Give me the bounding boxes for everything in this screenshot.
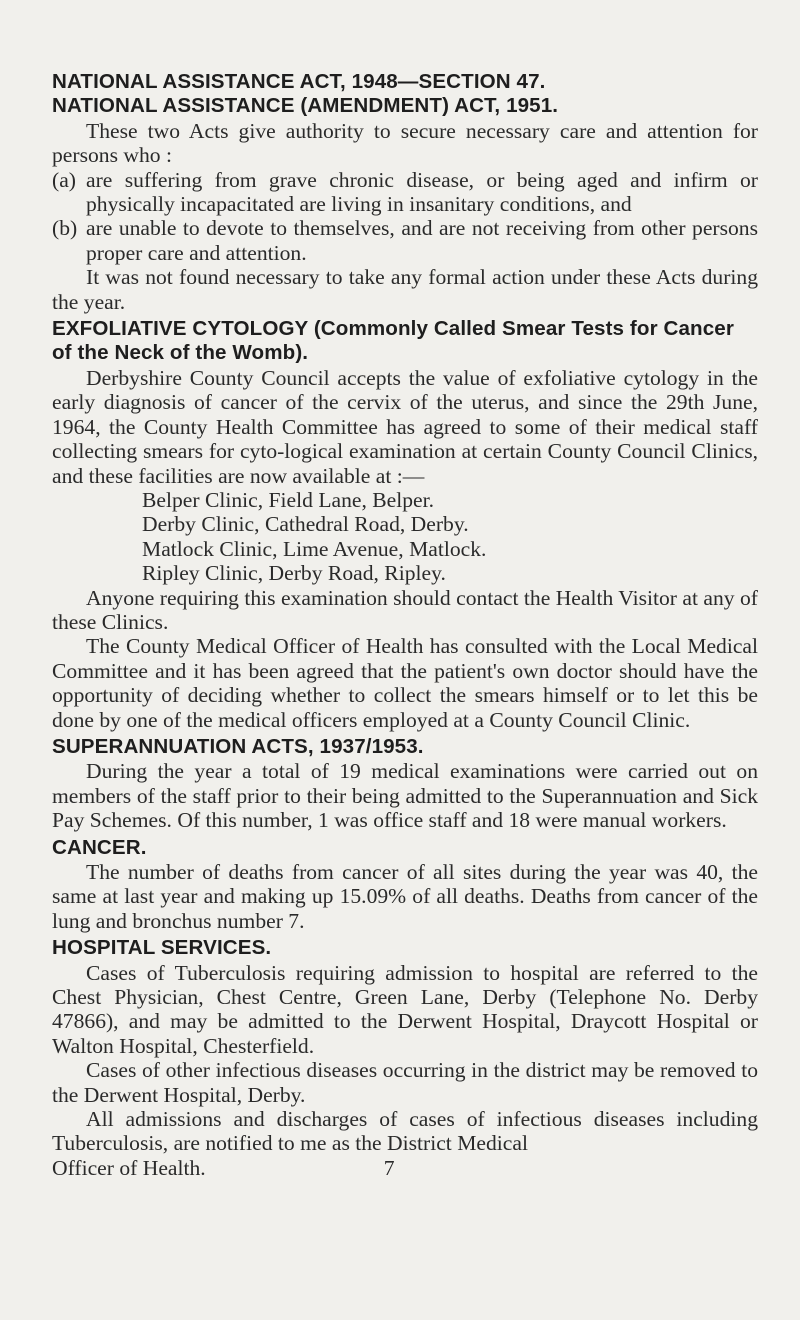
heading-national-assistance-act: NATIONAL ASSISTANCE ACT, 1948—SECTION 47. <box>52 70 546 93</box>
heading-exfoliative-cytology: EXFOLIATIVE CYTOLOGY (Commonly Called Smear Tests for Cancer of the Neck of the Womb). <box>52 317 734 365</box>
clinic-address: Ripley Clinic, Derby Road, Ripley. <box>142 561 446 586</box>
paragraph-notifications: All admissions and discharges of cases of infectious diseases including Tuberculosis, are notified to me as the District Medical <box>52 1107 758 1156</box>
paragraph-tuberculosis-admission: Cases of Tuberculosis requiring admission to hospital are referred to the Chest Physician, Chest Centre, Green Lane, Derby (Telephone No. Derby 47866), and may be admitted to the Derwent Hospital, Draycott Hospital or Walton Hospital, Chesterfield. <box>52 960 758 1058</box>
list-item-b <box>52 216 758 265</box>
heading-cancer: CANCER. <box>52 835 147 859</box>
clinic-address: Matlock Clinic, Lime Avenue, Matlock. <box>142 536 487 561</box>
paragraph-infectious-diseases: Cases of other infectious diseases occurring in the district may be removed to the Derwent Hospital, Derby. <box>52 1058 758 1107</box>
paragraph-cytology-consultation: The County Medical Officer of Health has consulted with the Local Medical Committee and it has been agreed that the patient's own doctor should have the opportunity of deciding whether to collect the smears himself or to let this be done by one of the medical officers employed at a County Council Clinic. <box>52 634 758 732</box>
heading-hospital-services: HOSPITAL SERVICES. <box>52 936 272 960</box>
paragraph-cancer: The number of deaths from cancer of all sites during the year was 40, the same at last year and making up 15.09% of all deaths. Deaths from cancer of the lung and bronchus number 7. <box>52 860 758 933</box>
list-item-a <box>52 168 758 217</box>
paragraph-acts-intro: These two Acts give authority to secure necessary care and attention for persons who : <box>52 118 758 168</box>
clinic-address: Derby Clinic, Cathedral Road, Derby. <box>142 512 469 537</box>
page-number: 7 <box>383 1155 395 1180</box>
paragraph-cytology-intro: Derbyshire County Council accepts the value of exfoliative cytology in the early diagnosis of cancer of the cervix of the uterus, and since the 29th June, 1964, the County Health Committee has agreed to some of their medical staff collecting smears for cyto-logical examination at certain County Council Clinics, and these facilities are now available at :— <box>52 365 758 488</box>
heading-superannuation-acts: SUPERANNUATION ACTS, 1937/1953. <box>52 734 424 758</box>
paragraph-cytology-contact: Anyone requiring this examination should contact the Health Visitor at any of these Clinics. <box>52 585 758 634</box>
list-item-text: are suffering from grave chronic disease, or being aged and infirm or physically incapacitated are living in insanitary conditions, and <box>86 167 758 217</box>
paragraph-superannuation: During the year a total of 19 medical examinations were carried out on members of the staff prior to their being admitted to the Superannuation and Sick Pay Schemes. Of this number, 1 was office staff and 18 were manual workers. <box>52 759 758 833</box>
heading-national-assistance-amendment-act: NATIONAL ASSISTANCE (AMENDMENT) ACT, 1951. <box>52 94 559 118</box>
paragraph-acts-conclusion: It was not found necessary to take any formal action under these Acts during the year. <box>52 265 758 314</box>
list-marker: (a) <box>52 167 76 192</box>
paragraph-notifications-end: Officer of Health. <box>52 1155 206 1180</box>
final-line <box>52 1156 758 1180</box>
clinic-address: Belper Clinic, Field Lane, Belper. <box>142 487 435 512</box>
page-content <box>52 70 758 1180</box>
list-item-text: are unable to devote to themselves, and are not receiving from other persons proper care and attention. <box>86 216 758 265</box>
list-marker: (b) <box>52 216 78 241</box>
